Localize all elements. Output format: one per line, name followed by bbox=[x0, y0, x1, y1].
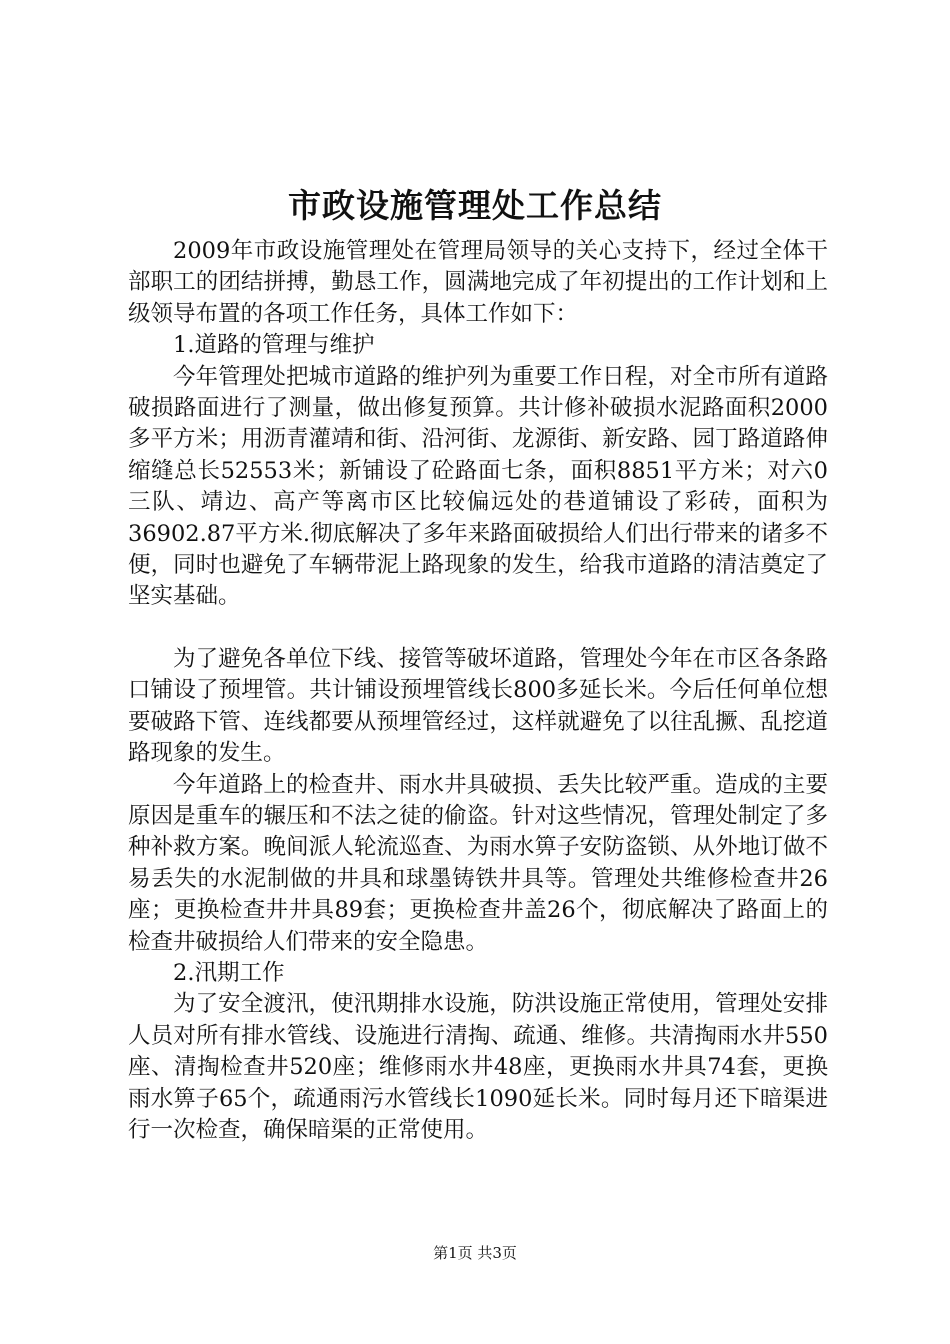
intro-paragraph: 2009年市政设施管理处在管理局领导的关心支持下，经过全体干部职工的团结拼搏，勤恳工作，圆满地完成了年初提出的工作计划和上级领导布置的各项工作任务，具体工作如下： bbox=[128, 238, 828, 327]
flood-season-paragraph: 为了安全渡汛，使汛期排水设施，防洪设施正常使用，管理处安排人员对所有排水管线、设施进行清掏、疏通、维修。共清掏雨水井550座、清掏检查井520座；维修雨水井48座，更换雨水井具74套，更换雨水箅子65个，疏通雨污水管线长1090延长米。同时每月还下暗渠进行一次检查，确保暗渠的正常使用。 bbox=[128, 991, 828, 1143]
document-title: 市政设施管理处工作总结 bbox=[288, 186, 662, 225]
section-heading-flood: 2.汛期工作 bbox=[173, 959, 285, 986]
page-footer: 第1页 共3页 bbox=[433, 1244, 517, 1262]
document-body bbox=[128, 236, 828, 1146]
section-heading-roads: 1.道路的管理与维护 bbox=[173, 332, 375, 359]
roads-maintenance-paragraph: 今年管理处把城市道路的维护列为重要工作日程，对全市所有道路破损路面进行了测量，做出修复预算。共计修补破损水泥路面积2000多平方米；用沥青灌靖和街、沿河街、龙源街、新安路、园丁路道路伸缩缝总长52553米；新铺设了砼路面七条，面积8851平方米；对六0三队、靖边、高产等离市区比较偏远处的巷道铺设了彩砖，面积为36902.87平方米.彻底解决了多年来路面破损给人们出行带来的诸多不便，同时也避免了车辆带泥上路现象的发生，给我市道路的清洁奠定了坚实基础。 bbox=[128, 363, 828, 610]
manhole-paragraph: 今年道路上的检查井、雨水井具破损、丢失比较严重。造成的主要原因是重车的辗压和不法之徒的偷盗。针对这些情况，管理处制定了多种补救方案。晚间派人轮流巡查、为雨水箅子安防盗锁、从外地订做不易丢失的水泥制做的井具和球墨铸铁井具等。管理处共维修检查井26座；更换检查井井具89套；更换检查井盖26个，彻底解决了路面上的检查井破损给人们带来的安全隐患。 bbox=[128, 771, 828, 955]
paragraph-gap bbox=[128, 613, 828, 644]
buried-pipe-paragraph: 为了避免各单位下线、接管等破坏道路，管理处今年在市区各条路口铺设了预埋管。共计铺设预埋管线长800多延长米。今后任何单位想要破路下管、连线都要从预埋管经过，这样就避免了以往乱撅、乱挖道路现象的发生。 bbox=[128, 645, 828, 767]
